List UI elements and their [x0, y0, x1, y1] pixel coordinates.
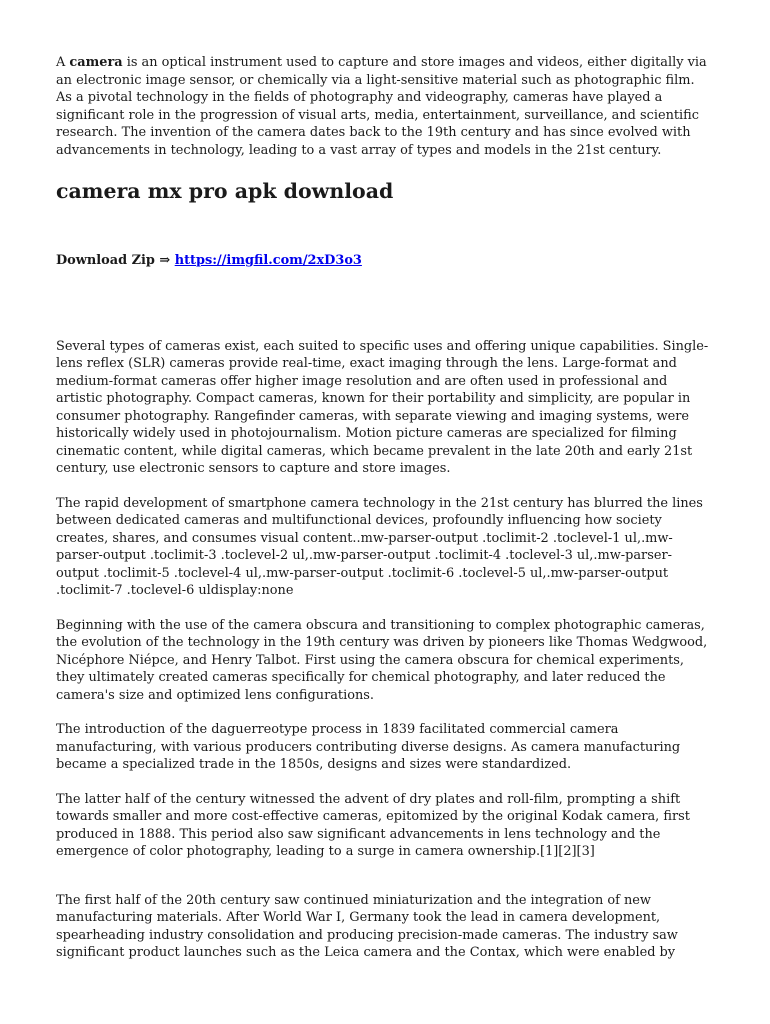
paragraph-smartphone: The rapid development of smartphone camera technology in the 21st century has blurred the lines between dedicated cameras and multifunctional devices, profoundly influencing how society creates, shares, and consumes visual content..mw-parser-output .toclimit-2 .toclevel-1 ul,.mw-parser-output .toclimit-3 .toclevel-2 ul,.mw-parser-output .toclimit-4 .toclevel-3 ul,.mw-parser-output .toclimit-5 .toclevel-4 ul,.mw-parser-output .toclimit-6 .toclevel-5 ul,.mw-parser-output .toclimit-7 .toclevel-6 uldisplay:none [56, 495, 703, 598]
download-line [56, 252, 714, 270]
paragraph-dry-plates: The latter half of the century witnessed the advent of dry plates and roll-film, prompting a shift towards smaller and more cost-effective cameras, epitomized by the original Kodak camera, first produced in 1888. This period also saw significant advancements in lens technology and the emergence of color photography, leading to a surge in camera ownership.[1][2][3] [56, 791, 690, 859]
intro-paragraph [56, 54, 714, 159]
intro-text: is an optical instrument used to capture and store images and videos, either digitally via an electronic image sensor, or chemically via a light-sensitive material such as photographic film. As a pivotal technology in the fields of photography and videography, cameras have played a significant role in the progression of visual arts, media, entertainment, surveillance, and scientific research. The invention of the camera dates back to the 19th century and has since evolved with advancements in technology, leading to a vast array of types and models in the 21st century. [56, 55, 707, 158]
page-title: camera mx pro apk download [56, 179, 394, 203]
paragraph-camera-types: Several types of cameras exist, each suited to specific uses and offering unique capabilities. Single-lens reflex (SLR) cameras provide real-time, exact imaging through the lens. Large-format and medium-format cameras offer higher image resolution and are often used in professional and artistic photography. Compact cameras, known for their portability and simplicity, are popular in consumer photography. Rangefinder cameras, with separate viewing and imaging systems, were historically widely used in photojournalism. Motion picture cameras are specialized for filming cinematic content, while digital cameras, which became prevalent in the late 20th and early 21st century, use electronic sensors to capture and store images. [56, 338, 709, 476]
paragraph-daguerreotype: The introduction of the daguerreotype process in 1839 facilitated commercial camera manufacturing, with various producers contributing diverse designs. As camera manufacturing became a specialized trade in the 1850s, designs and sizes were standardized. [56, 722, 681, 772]
paragraph-history-19th: Beginning with the use of the camera obscura and transitioning to complex photographic cameras, the evolution of the technology in the 19th century was driven by pioneers like Thomas Wedgwood, Nicéphore Niépce, and Henry Talbot. First using the camera obscura for chemical experiments, they ultimately created cameras specifically for chemical photography, and later reduced the camera's size and optimized lens configurations. [56, 617, 708, 703]
intro-term: camera [69, 55, 123, 70]
paragraph-20th-century: The first half of the 20th century saw continued miniaturization and the integration of new manufacturing materials. After World War I, Germany took the lead in camera development, spearheading industry consolidation and producing precision-made cameras. The industry saw significant product launches such as the Leica camera and the Contax, which were enabled by [56, 892, 678, 960]
download-label: Download Zip ⇒ [56, 253, 175, 268]
download-link[interactable]: https://imgfil.com/2xD3o3 [174, 253, 362, 268]
intro-lead: A [56, 55, 70, 70]
